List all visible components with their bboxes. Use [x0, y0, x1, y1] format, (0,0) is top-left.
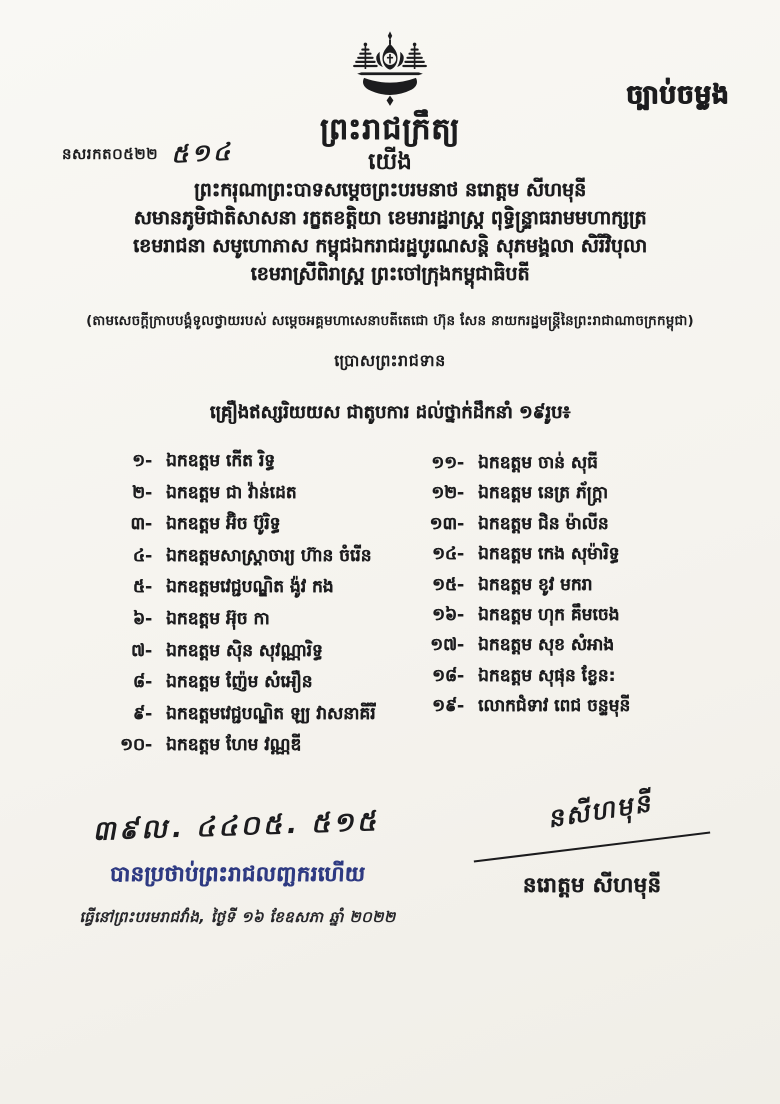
recipient-name: ឯកឧត្តម ហុក គឹមចេង — [478, 604, 620, 625]
recipient-number: ១៣- — [429, 513, 464, 534]
recipient-number: ១២- — [431, 483, 464, 504]
royal-title-line: សមានភូមិជាតិសាសនា រក្ខតខត្តិយា ខេមរារដ្ឋរាស្ត្រ ពុទ្ធិន្ទ្រាធរាមមហាក្សត្រ — [133, 207, 647, 229]
recipient-name: ឯកឧត្តម ជា វ៉ាន់ដេត — [166, 482, 297, 503]
recipient-number: ១៦- — [432, 604, 464, 625]
recipient-number: ៩- — [132, 703, 152, 724]
decree-we: យើង — [368, 149, 412, 175]
recipient-name: ឯកឧត្តមសាស្ត្រាចារ្យ ហ៊ាន ចំរើន — [166, 545, 372, 566]
recipient-number: ១១- — [431, 453, 464, 473]
recipient-row — [416, 543, 736, 573]
recipient-row — [104, 545, 414, 577]
royal-arms-icon — [349, 26, 431, 112]
royal-seal-affixed-stamp: បានប្រថាប់ព្រះរាជលញ្ឆករហើយ — [109, 862, 366, 886]
reference-printed: នសរកត០៥២២ — [62, 145, 159, 163]
recipient-row — [104, 608, 414, 640]
recipient-name: ឯកឧត្តម ជិន ម៉ាលីន — [478, 513, 609, 534]
recipient-row — [104, 576, 414, 608]
recipient-number: ៤- — [132, 545, 152, 566]
recipient-name: ឯកឧត្តម ហែម វណ្ណឌី — [166, 735, 302, 756]
recipient-number: ១- — [132, 451, 152, 471]
recipient-name: ឯកឧត្តម ខូវ មករា — [478, 574, 593, 595]
royal-signature-script: នសីហមុនី — [549, 787, 655, 834]
recipient-name: ឯកឧត្តម កេង សុម៉ារិទ្ធ — [478, 544, 620, 565]
decree-title: ព្រះរាជក្រឹត្យ — [319, 112, 461, 147]
recipients-column-left — [104, 450, 414, 766]
recipient-row — [104, 450, 414, 482]
recipient-number: ១៧- — [430, 635, 464, 656]
recipient-row — [416, 574, 736, 604]
handwritten-registry-note: ៣៩ល. ៤៤០៥. ៥១៥ — [92, 806, 384, 847]
recipient-name: ឯកឧត្តមវេជ្ជបណ្ឌិត ឡ្យ វាសនាគីរី — [166, 703, 376, 724]
recipient-number: ១៥- — [432, 574, 464, 595]
royal-title-line: ព្រះករុណាព្រះបាទសម្តេចព្រះបរមនាថ នរោត្តម សីហមុនី — [193, 179, 587, 201]
grant-line: ប្រោសព្រះរាជទាន — [334, 351, 446, 370]
recipient-row — [416, 634, 736, 664]
recipients-column-right — [416, 452, 736, 726]
recipient-name: ឯកឧត្តម ចាន់ សុធី — [478, 453, 598, 473]
recipient-name: ឯកឧត្តមវេជ្ជបណ្ឌិត ង៉ូវ កង — [166, 577, 334, 598]
recipient-row — [416, 604, 736, 634]
recipient-number: ១០- — [120, 735, 152, 756]
signature-line — [474, 832, 710, 863]
recipient-name: ឯកឧត្តម សុខ សំអាង — [478, 635, 614, 656]
recipient-row — [104, 671, 414, 703]
copy-stamp: ច្បាប់ចម្លង — [626, 80, 730, 110]
subject-line: គ្រឿងឥស្សរិយយស ជាតូបការ ដល់ថ្នាក់ដឹកនាំ ១៩រូប៖ — [209, 402, 571, 423]
royal-full-title — [0, 176, 780, 288]
recipient-name: ឯកឧត្តម អ៊ិច ប៊ូរិទ្ធ — [166, 514, 281, 535]
recipient-name: ឯកឧត្តម ស៊ិន សុវណ្ណារិទ្ធ — [166, 640, 323, 661]
recipient-row — [416, 482, 736, 512]
recipient-number: ៨- — [132, 672, 152, 693]
recipient-row — [104, 640, 414, 672]
recipient-row — [104, 482, 414, 514]
recipient-number: ១៩- — [432, 696, 464, 717]
recipient-name: ឯកឧត្តម នេត្រ ភ័ក្ត្រា — [478, 483, 608, 504]
submitted-by-line: (តាមសេចក្ដីក្រាបបង្គំទូលថ្វាយរបស់ សម្តេចអគ្គមហាសេនាបតីតេជោ ហ៊ុន សែន នាយករដ្ឋមន្ត្រីនៃព្រះរាជាណាចក្រកម្ពុជា) — [86, 313, 694, 329]
recipient-row — [104, 734, 414, 766]
reference-number — [62, 137, 238, 173]
recipient-number: ២- — [132, 482, 152, 503]
recipient-number: ៦- — [132, 608, 152, 629]
recipient-number: ១៨- — [432, 665, 464, 686]
recipient-name: ឯកឧត្តម អ៊ុច កា — [166, 608, 270, 629]
reference-handwritten: ៥១៤ — [170, 137, 238, 169]
royal-title-line: ខេមរាជនា សមូហោភាស កម្ពុជឯករាជរដ្ឋបូរណសន្តិ សុភមង្គលា សិរីវិបុលា — [133, 235, 647, 257]
recipient-number: ៥- — [132, 577, 152, 598]
recipient-row — [104, 513, 414, 545]
signature-block — [432, 787, 752, 903]
recipient-row — [416, 665, 736, 695]
recipient-name: ឯកឧត្តម ញ៉ែម សំអឿន — [166, 672, 313, 693]
recipient-row — [416, 513, 736, 543]
recipient-number: ១៤- — [432, 544, 464, 565]
recipient-row — [416, 695, 736, 725]
recipient-row — [416, 452, 736, 482]
royal-signature-name: នរោត្តម សីហមុនី — [522, 873, 662, 897]
seal-annotation-block — [55, 806, 420, 930]
recipient-name: លោកជំទាវ ពេជ ចន្ទមុនី — [478, 696, 631, 717]
recipient-number: ៧- — [130, 640, 152, 661]
place-and-date-line: ធ្វើនៅព្រះបរមរាជវាំង, ថ្ងៃទី ១៦ ខែឧសភា ឆ្នាំ ២០២២ — [79, 908, 396, 926]
royal-title-line: ខេមរាស្រីពិរាស្ត្រ ព្រះចៅក្រុងកម្ពុជាធិបតី — [250, 263, 530, 285]
recipient-name: ឯកឧត្តម សុផុន ខ្លែន: — [478, 665, 616, 686]
recipient-number: ៣- — [130, 514, 152, 535]
recipient-row — [104, 703, 414, 735]
recipient-name: ឯកឧត្តម កើត រិទ្ធ — [166, 451, 275, 471]
